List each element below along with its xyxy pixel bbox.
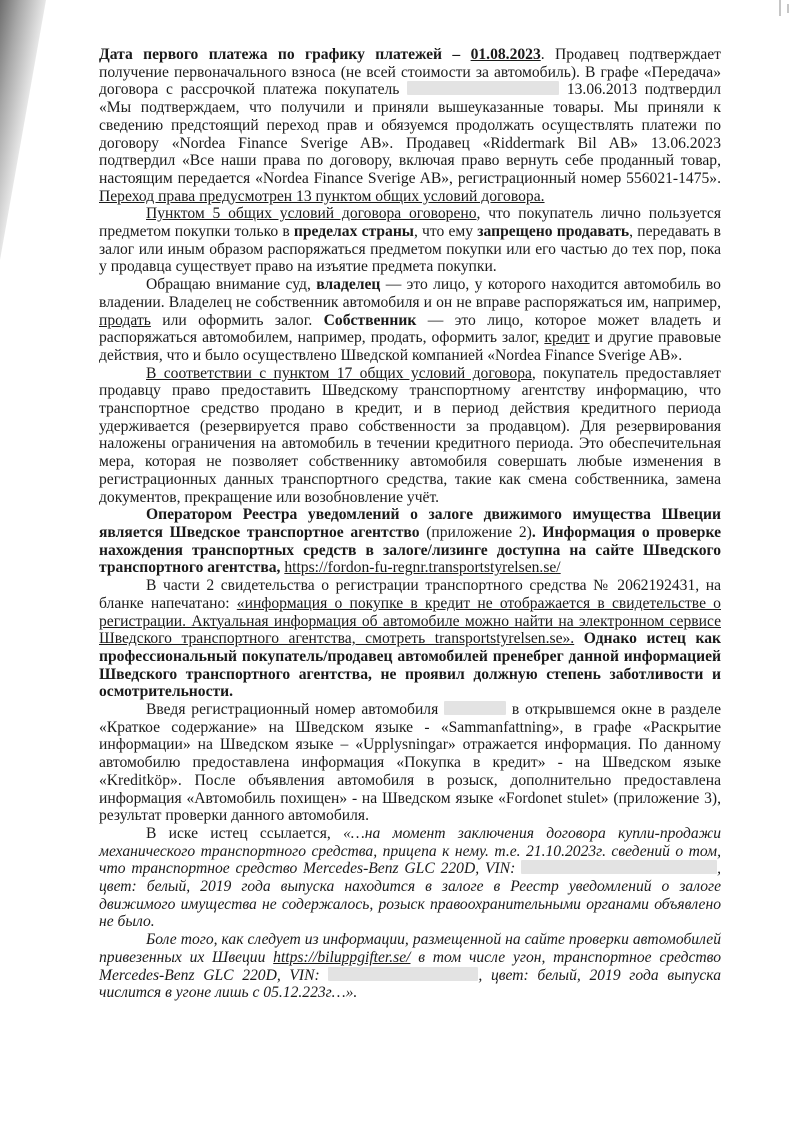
scan-fold-shadow bbox=[0, 0, 46, 260]
first-payment-date: 01.08.2023 bbox=[470, 46, 541, 63]
paragraph-theft-listing: Боле того, как следует из информации, размещенной на сайте проверки автомобилей привезенных их Швеции https://biluppgifter.se/ в том числе угон, транспортное средство Mercedes-Benz GLC 220D, VIN: , цвет: белый, 2019 года выпуска числится в угоне лишь с 05.12.223г…». bbox=[99, 931, 722, 1002]
paragraph-claim-quote: В иске истец ссылается, «…на момент заключения договора купли-продажи механического транспортного средства, прицепа к нему. т.е. 21.10.2023г. сведений о том, что транспортное средство Mercedes-Benz GLC 220D, VIN: , цвет: белый, 2019 года выпуска находится в залоге в Реестр уведомлений о залоге движимого имущества не содержалось, розыск правоохранительными органами объявлено не было. bbox=[99, 824, 721, 931]
scan-edge-mark bbox=[787, 4, 789, 13]
redacted-vin bbox=[328, 967, 478, 981]
paragraph-clause-17: В соответствии с пунктом 17 общих условий договора, покупатель предоставляет продавцу право предоставить Шведскому транспортному агентству информацию, что транспортное средство продано в кредит, и в период действия кредитного периода удерживается (резервируется право собственности за продавцом). Для резервирования наложены ограничения на автомобиль в течении кредитного периода. Это обеспечительная мера, которая не позволяет собственнику автомобиля совершать любые изменения в регистрационных данных транспортного средства, такие как смена собственника, замена документов, прекращение или возобновление учёт. bbox=[99, 364, 721, 506]
scan-edge-mark bbox=[779, 0, 781, 16]
redacted-buyer-name bbox=[407, 81, 559, 95]
paragraph-clause-5: Пунктом 5 общих условий договора оговорено, что покупатель лично пользуется предметом покупки только в пределах страны, что ему запрещено продавать, передавать в залог или иным образом распоряжаться предметом покупки или его частью до тех пор, пока у продавца существует право на изъятие предмета покупки. bbox=[99, 205, 722, 276]
paragraph-owner-definition: Обращаю внимание суд, владелец — это лицо, у которого находится автомобиль во владении. Владелец не собственник автомобиля и он не вправе распоряжаться им, например, продать или оформить залог. Собственник — это лицо, которое может владеть и распоряжаться автомобилем, например, продать, оформить залог, кредит и другие правовые действия, что и было осуществлено Шведской компанией «Nordea Finance Sverige AB». bbox=[99, 276, 722, 364]
document-body bbox=[99, 46, 721, 1002]
redacted-vin bbox=[521, 860, 717, 874]
transportstyrelsen-link[interactable]: https://fordon-fu-regnr.transportstyrelsen.se/ bbox=[284, 559, 561, 577]
paragraph-payment-date: Дата первого платежа по графику платежей – 01.08.2023. Продавец подтверждает получение первоначального взноса (не всей стоимости за автомобиль). В графе «Передача» договора с рассрочкой платежа покупатель 13.06.2013 подтвердил «Мы подтверждаем, что получили и приняли вышеуказанные товары. Мы приняли к сведению предстоящий переход прав и обязуемся продолжать осуществлять платежи по договору «Nordea Finance Sverige AB». Продавец «Riddermark Bil AB» 13.06.2023 подтвердил «Все наши права по договору, включая право вернуть себе проданный товар, настоящим передается «Nordea Finance Sverige AB», регистрационный номер 556021-1475». Переход права предусмотрен 13 пунктом общих условий договора. bbox=[99, 46, 721, 205]
redacted-registration-number bbox=[444, 701, 506, 715]
paragraph-registration-certificate: В части 2 свидетельства о регистрации транспортного средства № 2062192431, на бланке напечатано: «информация о покупке в кредит не отображается в свидетельстве о регистрации. Актуальная информация об автомобиле можно найти на электронном сервисе Шведского транспортного агентства, смотреть transportstyrelsen.se». Однако истец как профессиональный покупатель/продавец автомобилей пренебрег данной информацией Шведского транспортного агентства, не проявил должную степень заботливости и осмотрительности. bbox=[99, 577, 721, 701]
paragraph-registry-operator: Оператором Реестра уведомлений о залоге движимого имущества Швеции является Шведское транспортное агентство (приложение 2). Информация о проверке нахождения транспортных средств в залоге/лизинге доступна на сайте Шведского транспортного агентства, https://fordon-fu-regnr.transportstyrelsen.se/ bbox=[99, 506, 721, 577]
biluppgifter-link[interactable]: https://biluppgifter.se/ bbox=[273, 948, 411, 966]
paragraph-registration-check: Введя регистрационный номер автомобиля в открывшемся окне в разделе «Краткое содержание» на Шведском языке - «Sammanfattning», в графе «Раскрытие информации» на Шведском языке – «Upplysningar» отражается информация. По данному автомобилю предоставлена информация «Покупка в кредит» - на Шведском языке «Kreditköp». После объявления автомобиля в розыск, дополнительно предоставлена информация «Автомобиль похищен» - на Шведском языке «Fordonet stulet» (приложение 3), результат проверки данного автомобиля. bbox=[99, 701, 721, 825]
